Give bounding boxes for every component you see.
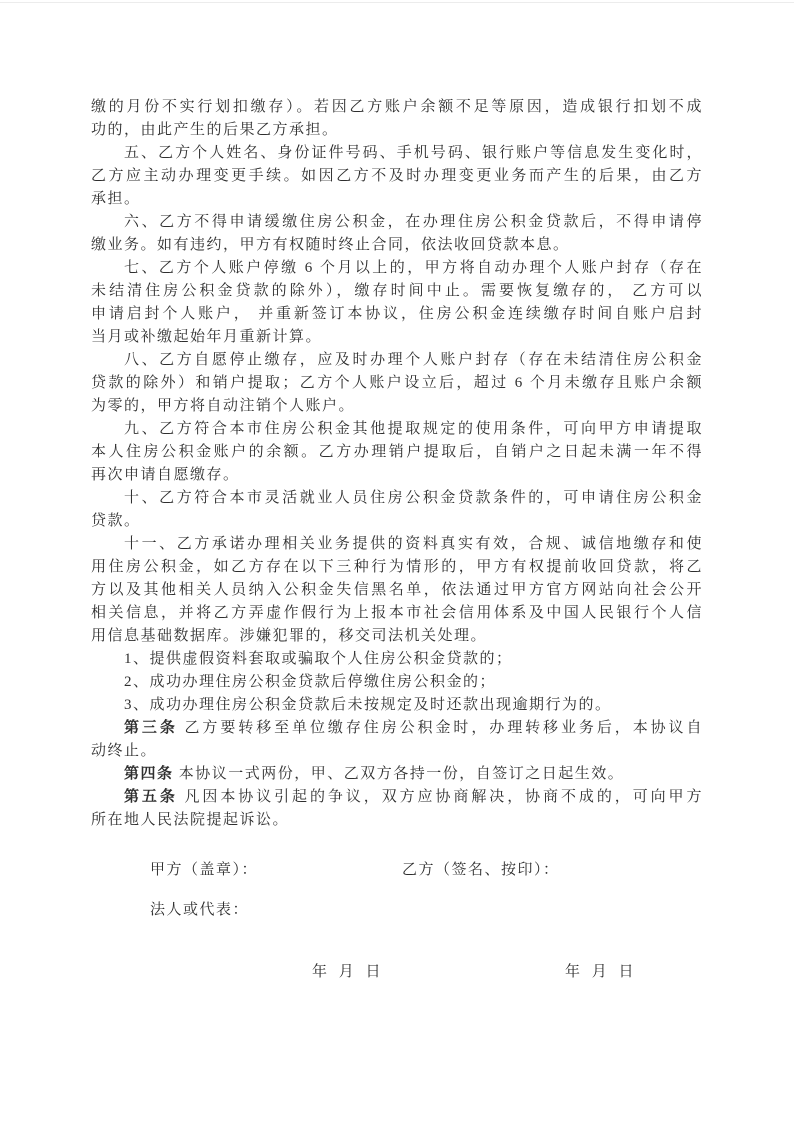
legal-representative-label: 法人或代表：: [150, 902, 250, 918]
text-line: 六、乙方不得申请缓缴住房公积金，在办理住房公积金贷款后，不得申请停: [124, 214, 703, 230]
text-line: 八、乙方自愿停止缴存，应及时办理个人账户封存（存在未结清住房公积金: [124, 352, 703, 368]
text-line: 五、乙方个人姓名、身份证件号码、手机号码、银行账户等信息发生变化时，: [124, 145, 703, 161]
text-line: 乙方应主动办理变更手续。如因乙方不及时办理变更业务而产生的后果，由乙方: [91, 168, 703, 184]
party-a-date-line: 年 月 日: [312, 964, 385, 980]
text-line: 用信息基础数据库。涉嫌犯罪的，移交司法机关处理。: [91, 628, 488, 644]
text-line: 所在地人民法院提起诉讼。: [91, 812, 290, 828]
text-line: 缴业务。如有违约，甲方有权随时终止合同，依法收回贷款本息。: [91, 237, 570, 253]
text-line: 承担。: [91, 191, 141, 207]
text-line: 相关信息，并将乙方弄虚作假行为上报本市社会信用体系及中国人民银行个人信: [91, 605, 703, 621]
text-line: 未结清住房公积金贷款的除外），缴存时间中止。需要恢复缴存的， 乙方可以: [91, 283, 703, 299]
text-line: 1、提供虚假资料套取或骗取个人住房公积金贷款的；: [124, 651, 513, 667]
clause-number: 第五条: [124, 789, 178, 805]
text-line: 贷款。: [91, 513, 141, 529]
text-line: 功的，由此产生的后果乙方承担。: [91, 122, 339, 138]
text-line: 十、乙方符合本市灵活就业人员住房公积金贷款条件的，可申请住房公积金: [124, 490, 703, 506]
text-line: 缴的月份不实行划扣缴存）。若因乙方账户余额不足等原因，造成银行扣划不成: [91, 99, 703, 115]
text-line: 七、乙方个人账户停缴 6 个月以上的，甲方将自动办理个人账户封存（存在: [124, 260, 703, 276]
text-line: 2、成功办理住房公积金贷款后停缴住房公积金的；: [124, 674, 497, 690]
text-line: 十一、乙方承诺办理相关业务提供的资料真实有效，合规、诚信地缴存和使: [124, 536, 703, 552]
text-line: 申请启封个人账户， 并重新签订本协议，住房公积金连续缴存时间自账户启封: [91, 306, 703, 322]
page-top-edge: [0, 2, 794, 3]
clause-number: 第四条: [124, 766, 174, 782]
text-line: 当月或补缴起始年月重新计算。: [91, 329, 323, 345]
text-line: 动终止。: [91, 743, 158, 759]
text-line: 九、乙方符合本市住房公积金其他提取规定的使用条件，可向甲方申请提取: [124, 421, 703, 437]
text-line: 再次申请自愿缴存。: [91, 467, 240, 483]
text-line: 第五条 凡因本协议引起的争议，双方应协商解决，协商不成的，可向甲方: [124, 789, 703, 805]
party-b-date-line: 年 月 日: [565, 964, 638, 980]
party-b-signature-label: 乙方（签名、按印）：: [402, 862, 560, 878]
text-line: 贷款的除外）和销户提取；乙方个人账户设立后，超过 6 个月未缴存且账户余额: [91, 375, 703, 391]
document-body: [91, 96, 703, 832]
text-line: 方以及其他相关人员纳入公积金失信黑名单，依法通过甲方官方网站向社会公开: [91, 582, 703, 598]
text-line: 第四条 本协议一式两份，甲、乙双方各持一份，自签订之日起生效。: [124, 766, 625, 782]
text-line: 3、成功办理住房公积金贷款后未按规定及时还款出现逾期行为的。: [124, 697, 612, 713]
text-line: 为零的，甲方将自动注销个人账户。: [91, 398, 356, 414]
text-line: 本人住房公积金账户的余额。乙方办理销户提取后，自销户之日起未满一年不得: [91, 444, 703, 460]
text-line: 第三条 乙方要转移至单位缴存住房公积金时，办理转移业务后，本协议自: [124, 720, 703, 736]
text-line: 用住房公积金，如乙方存在以下三种行为情形的，甲方有权提前收回贷款，将乙: [91, 559, 703, 575]
clause-number: 第三条: [124, 720, 178, 736]
party-a-signature-label: 甲方（盖章）：: [150, 862, 259, 878]
